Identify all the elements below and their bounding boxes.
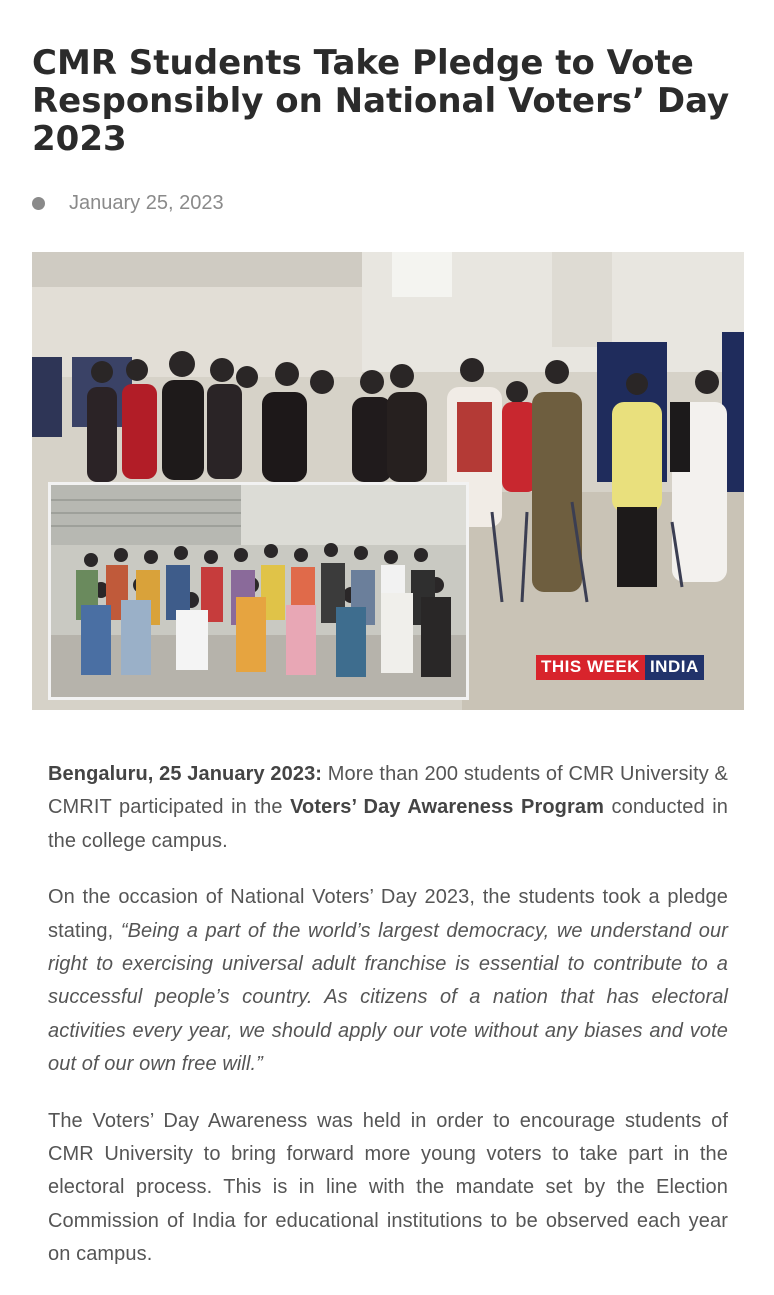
paragraph-1-end: conducted in the college campus. [48,796,728,852]
paragraph-2-text: On the occasion of National Voters’ Day 2023, the students took a pledge stating, [48,886,728,942]
program-name: Voters’ Day Awareness Program [290,796,604,819]
paragraph-3: The Voters’ Day Awareness was held in order to encourage students of CMR University to bring forward more young voters to take part in the electoral process. This is in line with the mandate set by the Election Commission of India for educational institutions to be observed each year on campus. [48,1109,728,1266]
paragraph-1 [48,758,728,858]
bullet-icon [32,197,45,210]
article-body [48,758,728,1295]
article-photo [32,252,744,710]
dateline: Bengaluru, 25 January 2023: [48,763,323,785]
paragraph-2 [48,881,728,1081]
publish-date: January 25, 2023 [69,192,224,214]
article-meta [32,192,224,215]
pledge-quote: “Being a part of the world’s largest democracy, we understand our right to exercising universal adult franchise is essential to contribute to a successful people’s country. As citizens of a nation that has electoral activities every year, we should apply our vote without any biases and vote out of our own free will.” [48,919,728,1076]
inset-scene-icon [51,485,466,697]
watermark-red: THIS WEEK [536,655,645,680]
article-title: CMR Students Take Pledge to Vote Responsibly on National Voters’ Day 2023 [32,43,730,159]
watermark-logo [536,655,704,680]
inset-photo [48,482,469,700]
paragraph-1-text: More than 200 students of CMR University & CMRIT participated in the [48,763,728,819]
watermark-blue: INDIA [645,655,704,680]
